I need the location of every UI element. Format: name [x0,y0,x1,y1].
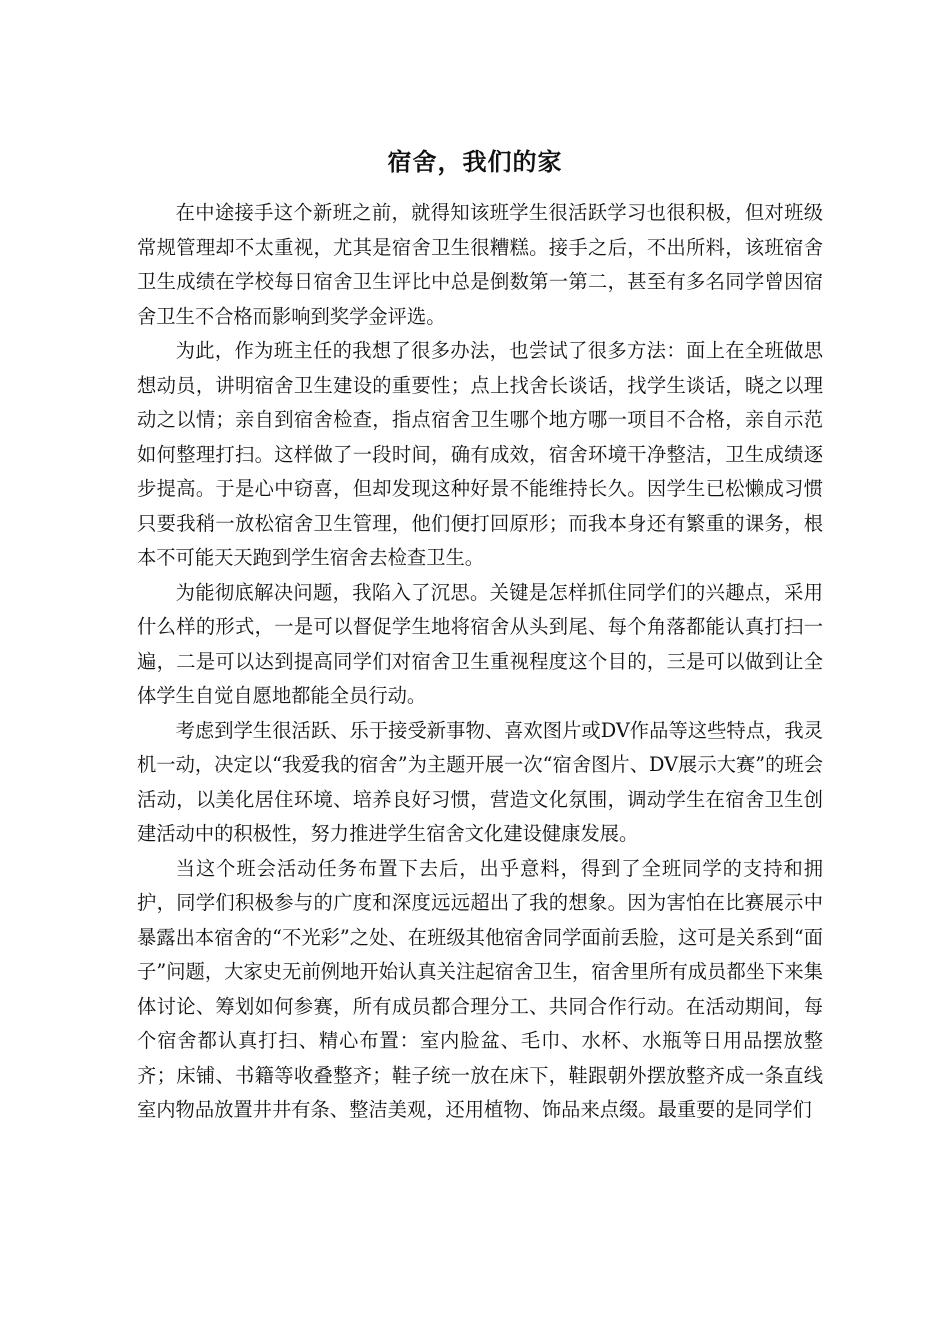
paragraph-3: 为能彻底解决问题，我陷入了沉思。关键是怎样抓住同学们的兴趣点，采用什么样的形式，一是可以督促学生地将宿舍从头到尾、每个角落都能认真打扫一遍，二是可以达到提高同学们对宿舍卫生重视程度这个目的，三是可以做到让全体学生自觉自愿地都能全员行动。 [137,580,823,707]
paragraph-5: 当这个班会活动任务布置下去后，出乎意料，得到了全班同学的支持和拥护，同学们积极参与的广度和深度远远超出了我的想象。因为害怕在比赛展示中暴露出本宿舍的“不光彩”之处、在班级其他宿舍同学面前丢脸，这可是关系到“面子”问题，大家史无前例地开始认真关注起宿舍卫生，宿舍里所有成员都坐下来集体讨论、筹划如何参赛，所有成员都合理分工、共同合作行动。在活动期间，每个宿舍都认真打扫、精心布置：室内脸盆、毛巾、水杯、水瓶等日用品摆放整齐；床铺、书籍等收叠整齐；鞋子统一放在床下，鞋跟朝外摆放整齐成一条直线室内物品放置井井有条、整洁美观，还用植物、饰品来点缀。最重要的是同学们 [137,856,823,1121]
document-title: 宿舍，我们的家 [387,148,563,176]
paragraph-1: 在中途接手这个新班之前，就得知该班学生很活跃学习也很积极，但对班级常规管理却不太重视，尤其是宿舍卫生很糟糕。接手之后，不出所料，该班宿舍卫生成绩在学校每日宿舍卫生评比中总是倒数第一第二，甚至有多名同学曾因宿舍卫生不合格而影响到奖学金评选。 [137,201,823,328]
paragraph-4: 考虑到学生很活跃、乐于接受新事物、喜欢图片或DV作品等这些特点，我灵机一动，决定以“我爱我的宿舍”为主题开展一次“宿舍图片、DV展示大赛”的班会活动，以美化居住环境、培养良好习惯，营造文化氛围，调动学生在宿舍卫生创建活动中的积极性，努力推进学生宿舍文化建设健康发展。 [137,718,823,845]
paragraph-2: 为此，作为班主任的我想了很多办法，也尝试了很多方法：面上在全班做思想动员，讲明宿舍卫生建设的重要性；点上找舍长谈话，找学生谈话，晓之以理动之以情；亲自到宿舍检查，指点宿舍卫生哪个地方哪一项目不合格，亲自示范如何整理打扫。这样做了一段时间，确有成效，宿舍环境干净整洁，卫生成绩逐步提高。于是心中窃喜，但却发现这种好景不能维持长久。因学生已松懒成习惯只要我稍一放松宿舍卫生管理，他们便打回原形；而我本身还有繁重的课务，根本不可能天天跑到学生宿舍去检查卫生。 [137,339,823,569]
document-body [137,196,823,1128]
